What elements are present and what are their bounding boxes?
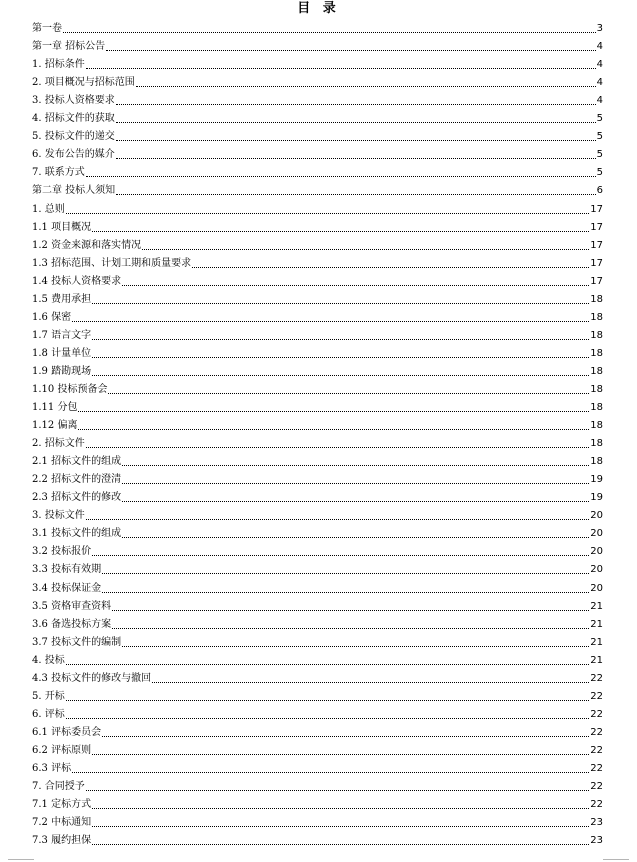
toc-entry-label: 3.4 投标保证金 [32,582,102,594]
toc-dot-leader [102,591,589,593]
toc-entry[interactable] [32,468,603,486]
toc-entry-page-number: 23 [590,835,603,847]
toc-entry[interactable] [32,288,603,306]
toc-entry-label: 1.2 资金来源和落实情况 [32,239,142,251]
toc-entry[interactable] [32,179,603,197]
toc-dot-leader [112,627,589,629]
toc-entry-label: 2. 招标文件 [32,438,85,450]
toc-entry-page-number: 5 [596,113,603,125]
toc-entry-page-number: 17 [590,239,603,251]
toc-entry[interactable] [32,53,603,71]
toc-entry[interactable] [32,161,603,179]
toc-dot-leader [122,464,589,466]
toc-entry[interactable] [32,378,603,396]
toc-dot-leader [92,338,589,340]
toc-dot-leader [102,735,589,737]
toc-dot-leader [86,518,590,520]
toc-dot-leader [92,554,589,556]
toc-entry-label: 4. 招标文件的获取 [32,113,115,125]
toc-entry-label: 2.1 招标文件的组成 [32,456,122,468]
toc-dot-leader [86,446,590,448]
toc-entry[interactable] [32,252,603,270]
page-corner-mark-left [8,859,34,860]
toc-dot-leader [66,699,590,701]
toc-entry-page-number: 22 [590,708,603,720]
toc-entry[interactable] [32,342,603,360]
toc-dot-leader [102,572,589,574]
toc-entry-page-number: 6 [596,185,603,197]
toc-entry-page-number: 20 [590,546,603,558]
toc-entry-label: 3.1 投标文件的组成 [32,528,122,540]
toc-entry-label: 5. 开标 [32,690,65,702]
toc-entry-page-number: 20 [590,582,603,594]
toc-entry[interactable] [32,721,603,739]
toc-entry-label: 1.11 分包 [32,402,78,414]
toc-entry-label: 6.1 评标委员会 [32,726,102,738]
toc-entry[interactable] [32,540,603,558]
toc-entry-page-number: 18 [590,365,603,377]
toc-entry-page-number: 4 [596,59,603,71]
toc-entry[interactable] [32,739,603,757]
toc-entry-page-number: 3 [596,23,603,35]
toc-dot-leader [92,843,589,845]
toc-entry-page-number: 5 [596,131,603,143]
toc-dot-leader [92,807,589,809]
toc-entry-page-number: 18 [590,293,603,305]
toc-entry-page-number: 18 [590,402,603,414]
toc-entry-label: 7. 合同授予 [32,781,85,793]
toc-entry-label: 2.2 招标文件的澄清 [32,474,122,486]
toc-entry-page-number: 21 [590,636,603,648]
toc-dot-leader [86,175,596,177]
toc-dot-leader [66,212,590,214]
toc-entry-page-number: 18 [590,420,603,432]
toc-dot-leader [122,500,589,502]
toc-entry[interactable] [32,613,603,631]
toc-dot-leader [108,392,589,394]
toc-dot-leader [116,103,596,105]
toc-entry-page-number: 20 [590,510,603,522]
toc-dot-leader [92,302,589,304]
toc-entry-page-number: 18 [590,456,603,468]
toc-entry[interactable] [32,757,603,775]
toc-entry-label: 1.8 计量单位 [32,347,92,359]
toc-entry-page-number: 21 [590,654,603,666]
toc-entry-page-number: 17 [590,257,603,269]
toc-entry-page-number: 22 [590,672,603,684]
toc-entry-label: 3.2 投标报价 [32,546,92,558]
toc-dot-leader [72,771,589,773]
toc-dot-leader [66,663,590,665]
toc-entry-page-number: 17 [590,203,603,215]
toc-dot-leader [86,789,590,791]
toc-dot-leader [92,230,589,232]
toc-entry-page-number: 18 [590,311,603,323]
toc-entry-label: 3.5 资格审查资料 [32,600,112,612]
toc-entry-label: 2.3 招标文件的修改 [32,492,122,504]
toc-entry[interactable] [32,216,603,234]
toc-entry-label: 2. 项目概况与招标范围 [32,77,135,89]
toc-entry-label: 1.3 招标范围、计划工期和质量要求 [32,257,192,269]
page-corner-mark-right [603,859,629,860]
toc-entry[interactable] [32,631,603,649]
toc-entry-label: 1.5 费用承担 [32,293,92,305]
toc-entry-page-number: 20 [590,528,603,540]
toc-entry-page-number: 22 [590,799,603,811]
toc-entry-label: 5. 投标文件的递交 [32,131,115,143]
toc-entry[interactable] [32,775,603,793]
toc-dot-leader [92,356,589,358]
toc-entry-page-number: 17 [590,275,603,287]
toc-entry-page-number: 21 [590,618,603,630]
toc-entry[interactable] [32,324,603,342]
toc-entry[interactable] [32,143,603,161]
toc-entry[interactable] [32,522,603,540]
toc-entry-page-number: 22 [590,744,603,756]
toc-entry[interactable] [32,414,603,432]
toc-entry-page-number: 22 [590,690,603,702]
toc-entry-label: 6. 发布公告的媒介 [32,149,115,161]
toc-dot-leader [116,139,596,141]
toc-entry-label: 7.3 履约担保 [32,835,92,847]
toc-dot-leader [116,193,595,195]
toc-entry[interactable] [32,197,603,215]
toc-entry[interactable] [32,595,603,613]
toc-entry[interactable] [32,360,603,378]
toc-entry-page-number: 21 [590,600,603,612]
toc-entry[interactable] [32,306,603,324]
toc-entry[interactable] [32,270,603,288]
toc-dot-leader [63,31,596,33]
toc-entry-label: 4.3 投标文件的修改与撤回 [32,672,152,684]
toc-dot-leader [72,320,589,322]
toc-entry-page-number: 18 [590,329,603,341]
toc-entry-label: 1.1 项目概况 [32,221,92,233]
toc-entry[interactable] [32,703,603,721]
toc-entry-label: 7.2 中标通知 [32,817,92,829]
toc-entry-page-number: 22 [590,762,603,774]
toc-entry[interactable] [32,667,603,685]
toc-entry-label: 1.12 偏离 [32,420,78,432]
toc-entry-page-number: 19 [590,492,603,504]
toc-entry[interactable] [32,576,603,594]
toc-entry-label: 1.6 保密 [32,311,72,323]
toc-dot-leader [152,681,589,683]
toc-entry[interactable] [32,486,603,504]
toc-dot-leader [116,121,596,123]
toc-entry[interactable] [32,450,603,468]
toc-entry-label: 第一章 招标公告 [32,41,106,53]
toc-entry-label: 1. 招标条件 [32,59,85,71]
toc-entry-page-number: 18 [590,383,603,395]
toc-entry[interactable] [32,685,603,703]
toc-entry[interactable] [32,396,603,414]
toc-dot-leader [122,482,589,484]
toc-entry-page-number: 20 [590,564,603,576]
toc-entry-page-number: 4 [596,95,603,107]
toc-entry-label: 3.7 投标文件的编制 [32,636,122,648]
toc-dot-leader [86,67,596,69]
toc-dot-leader [92,753,589,755]
toc-entry-label: 6.2 评标原则 [32,744,92,756]
toc-entry[interactable] [32,811,603,829]
toc-entry-label: 3.6 备选投标方案 [32,618,112,630]
toc-entry-page-number: 23 [590,817,603,829]
toc-entry[interactable] [32,234,603,252]
toc-dot-leader [142,248,589,250]
toc-entry-page-number: 5 [596,167,603,179]
toc-entry[interactable] [32,649,603,667]
toc-entry[interactable] [32,504,603,522]
toc-entry-label: 1.4 投标人资格要求 [32,275,122,287]
toc-entry[interactable] [32,432,603,450]
toc-entry[interactable] [32,829,603,847]
toc-entry-label: 1.10 投标预备会 [32,383,108,395]
toc-entry-label: 6.3 评标 [32,762,72,774]
toc-dot-leader [78,428,589,430]
toc-entry-label: 3.3 投标有效期 [32,564,102,576]
toc-entry-label: 7.1 定标方式 [32,799,92,811]
toc-entry-page-number: 19 [590,474,603,486]
toc-dot-leader [192,266,589,268]
toc-entry-label: 第二章 投标人须知 [32,185,116,197]
toc-entry-label: 3. 投标人资格要求 [32,95,115,107]
toc-entry-page-number: 4 [596,41,603,53]
toc-entry[interactable] [32,125,603,143]
toc-dot-leader [122,645,589,647]
toc-entry-label: 1.7 语言文字 [32,329,92,341]
toc-entry-page-number: 4 [596,77,603,89]
toc-entry-page-number: 5 [596,149,603,161]
toc-list [32,17,603,847]
toc-dot-leader [122,536,589,538]
toc-dot-leader [66,717,590,719]
toc-entry-label: 6. 评标 [32,708,65,720]
toc-entry[interactable] [32,89,603,107]
toc-entry-label: 1. 总则 [32,203,65,215]
toc-dot-leader [136,85,596,87]
toc-entry[interactable] [32,558,603,576]
toc-dot-leader [112,609,589,611]
toc-entry-label: 3. 投标文件 [32,510,85,522]
toc-entry[interactable] [32,35,603,53]
toc-dot-leader [92,825,589,827]
toc-entry-page-number: 22 [590,781,603,793]
toc-dot-leader [122,284,589,286]
toc-dot-leader [106,49,595,51]
toc-entry[interactable] [32,17,603,35]
toc-dot-leader [116,157,596,159]
toc-entry[interactable] [32,107,603,125]
toc-entry-label: 第一卷 [32,23,62,35]
toc-entry-page-number: 18 [590,438,603,450]
toc-entry-label: 7. 联系方式 [32,167,85,179]
toc-entry[interactable] [32,71,603,89]
toc-entry-page-number: 22 [590,726,603,738]
toc-title: 目 录 [297,1,340,16]
toc-dot-leader [92,374,589,376]
toc-entry-label: 1.9 踏勘现场 [32,365,92,377]
toc-entry-label: 4. 投标 [32,654,65,666]
toc-entry-page-number: 18 [590,347,603,359]
toc-entry[interactable] [32,793,603,811]
toc-entry-page-number: 17 [590,221,603,233]
toc-dot-leader [78,410,589,412]
